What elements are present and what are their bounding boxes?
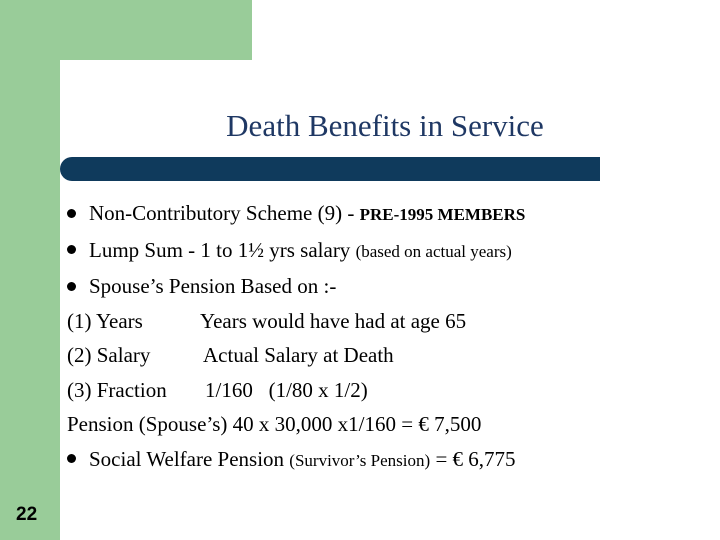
formula-label: (2) Salary [67, 343, 151, 367]
bullet-icon [67, 245, 76, 254]
page-number: 22 [16, 504, 38, 525]
green-top-band [0, 0, 252, 60]
formula-label: (3) Fraction [67, 377, 167, 402]
formula-row [67, 338, 717, 373]
bullet-text: Social Welfare Pension [89, 446, 290, 471]
bullet-tail: = € 6,775 [430, 446, 516, 471]
green-side-band [0, 0, 60, 540]
bullet-note: (based on actual years) [355, 241, 512, 261]
bullet-text: Lump Sum - 1 to 1½ yrs salary [89, 237, 356, 262]
bullet-icon [67, 454, 76, 463]
bullet-item [67, 269, 717, 304]
bullet-item [67, 196, 717, 233]
bullet-note: (Survivor’s Pension) [289, 450, 431, 470]
title-underline-bar [60, 157, 600, 181]
formula-row [67, 304, 717, 339]
formula-value: Years would have had at age 65 [200, 308, 467, 333]
formula-row [67, 373, 717, 408]
bullet-text: Spouse’s Pension Based on :- [89, 274, 337, 298]
bullet-icon [67, 282, 76, 291]
formula-value: 1/160 (1/80 x 1/2) [205, 377, 368, 402]
bullet-emphasis: PRE-1995 MEMBERS [359, 205, 526, 224]
bullet-item [67, 233, 717, 270]
formula-label: (1) Years [67, 308, 143, 333]
bullet-text: Non-Contributory Scheme (9) - [89, 201, 360, 225]
pension-calculation: Pension (Spouse’s) 40 x 30,000 x1/160 = € 7,500 [67, 412, 482, 436]
formula-value: Actual Salary at Death [203, 343, 394, 367]
bullet-item [67, 442, 717, 479]
slide-title: Death Benefits in Service [226, 108, 544, 143]
slide-content [67, 196, 717, 478]
bullet-icon [67, 209, 76, 218]
